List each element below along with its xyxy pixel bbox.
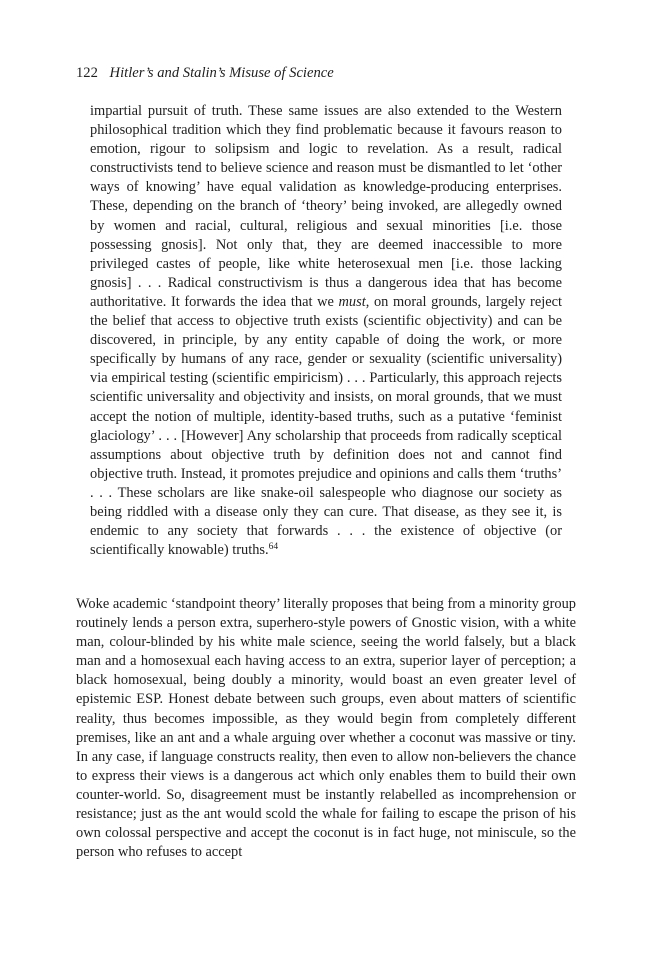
quote-text-part1: impartial pursuit of truth. These same issues are also extended to the Western philosophical tradition which they find problematic because it favours reason to emotion, rigour to solipsism and logic to revelation. As a result, radical constructivists tend to believe science and reason must be dismantled to let ‘other ways of knowing’ have equal validation as knowledge-producing enterprises. These, depending on the branch of ‘theory’ being invoked, are allegedly owned by women and racial, cultural, religious and sexual minorities [i.e. those possessing gnosis]. Not only that, they are deemed inaccessible to more privileged castes of people, like white heterosexual men [i.e. those lacking gnosis] . . . Radical constructivism is thus a dangerous idea that has become authoritative. It forwards the idea that we [90, 103, 562, 310]
page-number: 122 [76, 65, 98, 81]
book-title: Hitler’s and Stalin’s Misuse of Science [109, 65, 334, 81]
quote-paragraph [90, 102, 562, 560]
body-text [76, 595, 576, 862]
body-paragraph: Woke academic ‘standpoint theory’ literally proposes that being from a minority group routinely lends a person extra, superhero-style powers of Gnostic vision, with a white man, colour-blinded by his white male science, seeing the world falsely, but a black man and a homosexual each having access to an extra, superior layer of perception; a black homosexual, being doubly a minority, would boast an even greater level of epistemic ESP. Honest debate between such groups, even about matters of scientific reality, thus becomes impossible, as they would begin from completely different premises, like an ant and a whale arguing over whether a coconut was massive or tiny. In any case, if language constructs reality, then even to allow non-believers the chance to express their views is a dangerous act which only enables them to build their own counter-world. So, disagreement must be instantly relabelled as incomprehension or resistance; just as the ant would scold the whale for failing to escape the prison of his own colossal perspective and accept the coconut is in fact huge, not miniscule, so the person who refuses to accept [76, 596, 576, 861]
quote-emphasis: must [338, 293, 366, 310]
footnote-marker: 64 [268, 542, 279, 553]
quote-text-part2: , on moral grounds, largely reject the belief that access to objective truth exists (scientific objectivity) and can be discovered, in principle, by any entity capable of doing the work, or more specifically by humans of any race, gender or sexuality (scientific universality) via empirical testing (scientific empiricism) . . . Particularly, this approach rejects scientific universality and objectivity and insists, on moral grounds, that we must accept the notion of multiple, identity-based truths, such as a putative ‘feminist glaciology’ . . . [However] Any scholarship that proceeds from radically sceptical assumptions about objective truth by definition does not and cannot find objective truth. Instead, it promotes prejudice and opinions and calls them ‘truths’ . . . These scholars are like snake-oil salespeople who diagnose our society as being riddled with a disease only they can cure. That disease, as they see it, is endemic to any society that forwards . . . the existence of objective (or scientifically knowable) truths. [90, 293, 562, 559]
block-quotation [90, 102, 562, 560]
running-head [76, 63, 334, 83]
